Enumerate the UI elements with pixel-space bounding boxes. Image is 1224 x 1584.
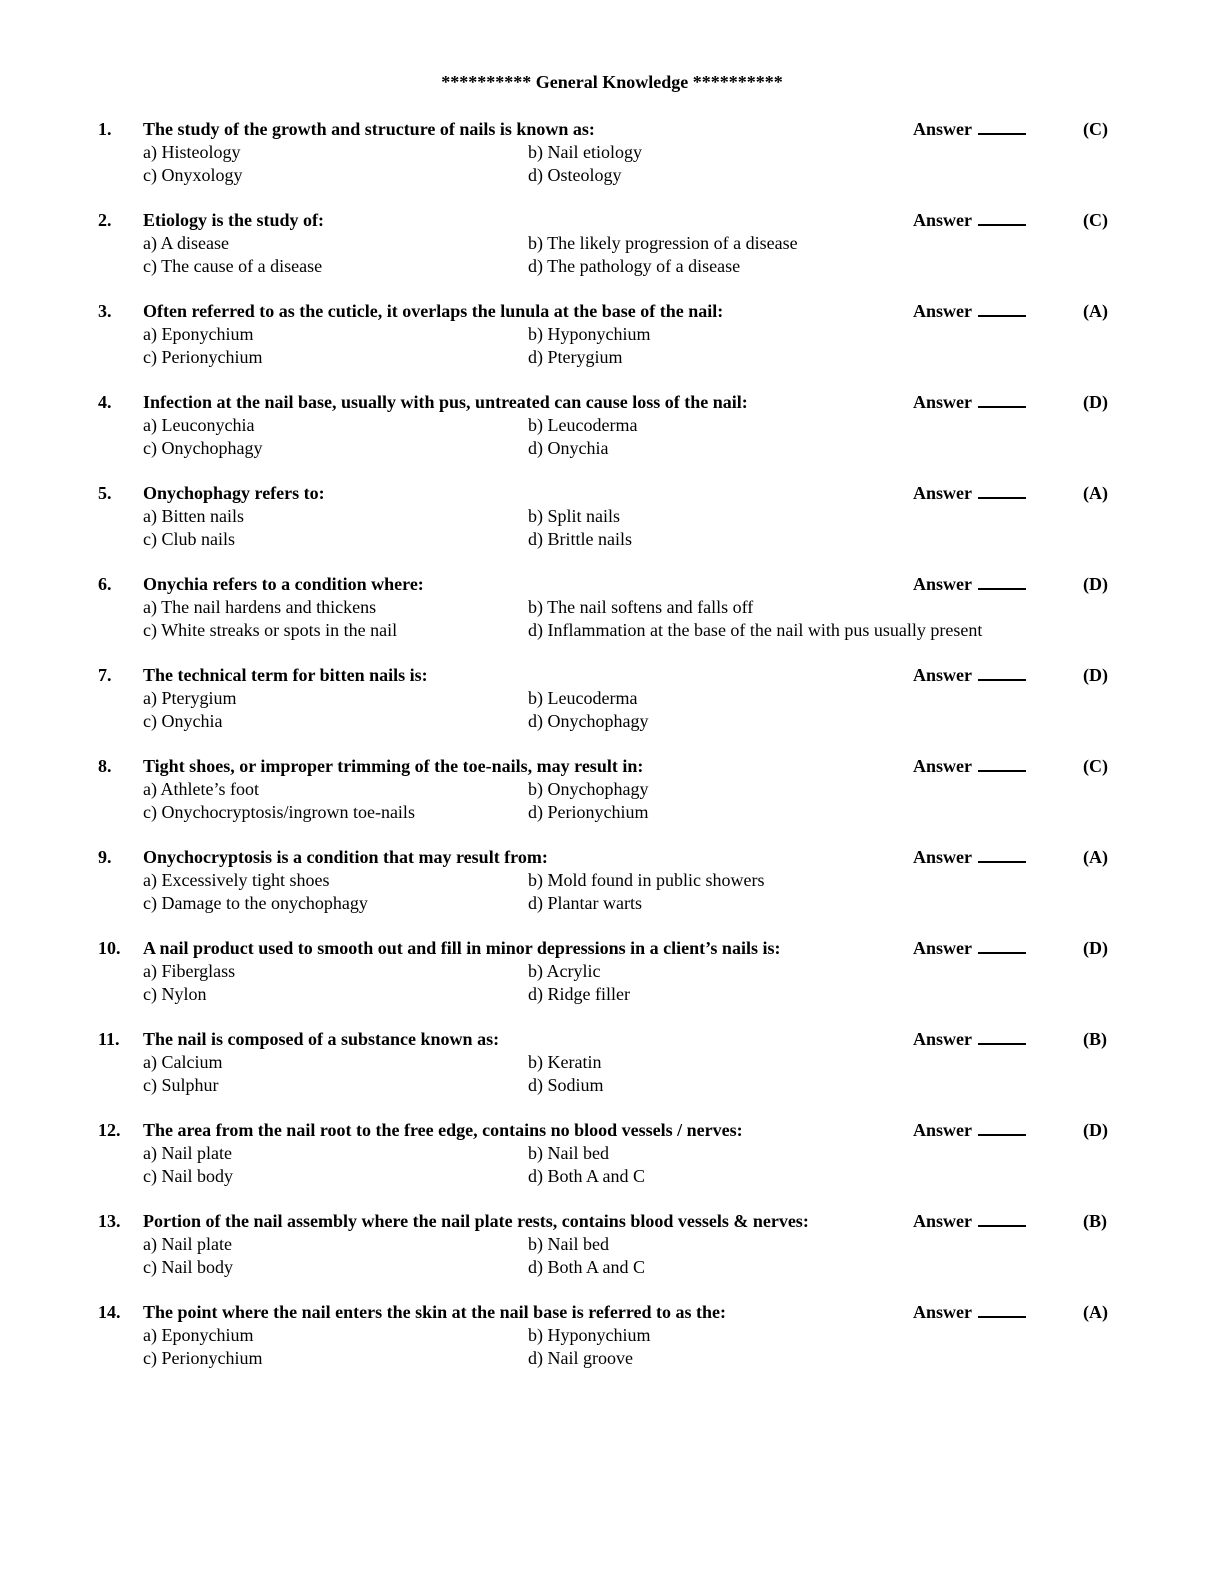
answer-field[interactable] xyxy=(913,209,1026,231)
option-b: b) Hyponychium xyxy=(528,324,651,344)
option-b: b) Split nails xyxy=(528,506,621,526)
option-b: b) Keratin xyxy=(528,1052,602,1072)
option-b: b) Leucoderma xyxy=(528,688,638,708)
option-c: c) White streaks or spots in the nail xyxy=(143,620,398,640)
option-b: b) Leucoderma xyxy=(528,415,638,435)
question-item-4 xyxy=(0,391,1224,482)
option-c: c) Damage to the onychophagy xyxy=(143,893,368,913)
option-b: b) Nail bed xyxy=(528,1234,609,1254)
answer-field[interactable] xyxy=(913,300,1026,322)
question-text: Infection at the nail base, usually with pus, untreated can cause loss of the nail: xyxy=(143,392,748,412)
option-b: b) The likely progression of a disease xyxy=(528,233,798,253)
option-d: d) Plantar warts xyxy=(528,893,642,913)
option-d: d) Pterygium xyxy=(528,347,623,367)
answer-key: (A) xyxy=(1083,847,1108,867)
answer-key: (C) xyxy=(1083,119,1108,139)
question-item-6 xyxy=(0,573,1224,664)
question-number: 9. xyxy=(98,847,112,867)
answer-blank[interactable] xyxy=(978,209,1026,226)
question-list xyxy=(0,118,1224,1392)
option-c: c) Perionychium xyxy=(143,1348,263,1368)
option-d: d) Brittle nails xyxy=(528,529,632,549)
answer-label: Answer xyxy=(913,847,972,867)
option-b: b) Nail bed xyxy=(528,1143,609,1163)
answer-blank[interactable] xyxy=(978,573,1026,590)
question-text: The technical term for bitten nails is: xyxy=(143,665,428,685)
question-text: Onychia refers to a condition where: xyxy=(143,574,424,594)
answer-key: (C) xyxy=(1083,756,1108,776)
answer-label: Answer xyxy=(913,1302,972,1322)
answer-key: (B) xyxy=(1083,1029,1107,1049)
option-a: a) Nail plate xyxy=(143,1143,232,1163)
option-c: c) The cause of a disease xyxy=(143,256,323,276)
answer-label: Answer xyxy=(913,1120,972,1140)
option-d: d) Both A and C xyxy=(528,1166,646,1186)
answer-key: (A) xyxy=(1083,301,1108,321)
question-item-9 xyxy=(0,846,1224,937)
answer-key: (D) xyxy=(1083,574,1108,594)
answer-field[interactable] xyxy=(913,664,1026,686)
question-number: 4. xyxy=(98,392,112,412)
question-item-11 xyxy=(0,1028,1224,1119)
option-c: c) Onychia xyxy=(143,711,223,731)
question-item-10 xyxy=(0,937,1224,1028)
answer-label: Answer xyxy=(913,756,972,776)
option-b: b) Onychophagy xyxy=(528,779,649,799)
question-item-14 xyxy=(0,1301,1224,1392)
option-d: d) Inflammation at the base of the nail with pus usually present xyxy=(528,620,983,640)
answer-label: Answer xyxy=(913,119,972,139)
answer-key: (D) xyxy=(1083,938,1108,958)
answer-label: Answer xyxy=(913,301,972,321)
answer-field[interactable] xyxy=(913,1210,1026,1232)
answer-label: Answer xyxy=(913,1211,972,1231)
question-number: 11. xyxy=(98,1029,120,1049)
answer-key: (B) xyxy=(1083,1211,1107,1231)
option-a: a) Eponychium xyxy=(143,1325,254,1345)
option-b: b) Acrylic xyxy=(528,961,601,981)
question-text: The nail is composed of a substance known as: xyxy=(143,1029,500,1049)
option-b: b) Mold found in public showers xyxy=(528,870,765,890)
option-a: a) Calcium xyxy=(143,1052,223,1072)
question-number: 5. xyxy=(98,483,112,503)
answer-blank[interactable] xyxy=(978,482,1026,499)
answer-key: (C) xyxy=(1083,210,1108,230)
answer-key: (D) xyxy=(1083,665,1108,685)
option-d: d) Osteology xyxy=(528,165,622,185)
answer-blank[interactable] xyxy=(978,1028,1026,1045)
answer-field[interactable] xyxy=(913,1028,1026,1050)
answer-blank[interactable] xyxy=(978,391,1026,408)
option-d: d) Onychia xyxy=(528,438,609,458)
question-item-2 xyxy=(0,209,1224,300)
option-d: d) Ridge filler xyxy=(528,984,630,1004)
option-a: a) Nail plate xyxy=(143,1234,232,1254)
answer-key: (D) xyxy=(1083,392,1108,412)
question-text: The study of the growth and structure of nails is known as: xyxy=(143,119,595,139)
answer-field[interactable] xyxy=(913,755,1026,777)
question-number: 12. xyxy=(98,1120,121,1140)
answer-label: Answer xyxy=(913,1029,972,1049)
option-a: a) Pterygium xyxy=(143,688,237,708)
question-number: 13. xyxy=(98,1211,121,1231)
question-text: Tight shoes, or improper trimming of the toe-nails, may result in: xyxy=(143,756,644,776)
answer-field[interactable] xyxy=(913,1301,1026,1323)
answer-field[interactable] xyxy=(913,1119,1026,1141)
question-number: 7. xyxy=(98,665,112,685)
option-a: a) Excessively tight shoes xyxy=(143,870,330,890)
answer-key: (D) xyxy=(1083,1120,1108,1140)
option-c: c) Sulphur xyxy=(143,1075,219,1095)
answer-blank[interactable] xyxy=(978,1301,1026,1318)
question-text: A nail product used to smooth out and fill in minor depressions in a client’s nails is: xyxy=(143,938,781,958)
question-text: Onychocryptosis is a condition that may result from: xyxy=(143,847,548,867)
answer-blank[interactable] xyxy=(978,664,1026,681)
option-c: c) Nail body xyxy=(143,1257,233,1277)
answer-label: Answer xyxy=(913,665,972,685)
question-item-12 xyxy=(0,1119,1224,1210)
answer-key: (A) xyxy=(1083,483,1108,503)
question-text: The point where the nail enters the skin at the nail base is referred to as the: xyxy=(143,1302,726,1322)
option-c: c) Perionychium xyxy=(143,347,263,367)
option-b: b) Hyponychium xyxy=(528,1325,651,1345)
answer-field[interactable] xyxy=(913,937,1026,959)
option-a: a) Eponychium xyxy=(143,324,254,344)
question-number: 6. xyxy=(98,574,112,594)
question-number: 1. xyxy=(98,119,112,139)
question-item-7 xyxy=(0,664,1224,755)
answer-blank[interactable] xyxy=(978,1210,1026,1227)
answer-label: Answer xyxy=(913,483,972,503)
answer-blank[interactable] xyxy=(978,846,1026,863)
option-a: a) Fiberglass xyxy=(143,961,236,981)
question-item-3 xyxy=(0,300,1224,391)
question-item-13 xyxy=(0,1210,1224,1301)
answer-field[interactable] xyxy=(913,391,1026,413)
option-a: a) Histeology xyxy=(143,142,241,162)
question-item-5 xyxy=(0,482,1224,573)
question-number: 14. xyxy=(98,1302,121,1322)
question-number: 10. xyxy=(98,938,121,958)
answer-blank[interactable] xyxy=(978,118,1026,135)
question-text: Onychophagy refers to: xyxy=(143,483,325,503)
answer-label: Answer xyxy=(913,392,972,412)
option-d: d) Sodium xyxy=(528,1075,604,1095)
question-text: Often referred to as the cuticle, it overlaps the lunula at the base of the nail: xyxy=(143,301,724,321)
question-number: 2. xyxy=(98,210,112,230)
option-a: a) A disease xyxy=(143,233,229,253)
option-d: d) Nail groove xyxy=(528,1348,633,1368)
answer-field[interactable] xyxy=(913,118,1026,140)
answer-key: (A) xyxy=(1083,1302,1108,1322)
option-d: d) Onychophagy xyxy=(528,711,649,731)
page-title: ********** General Knowledge ********** xyxy=(441,72,783,92)
option-c: c) Club nails xyxy=(143,529,235,549)
answer-field[interactable] xyxy=(913,573,1026,595)
question-item-1 xyxy=(0,118,1224,209)
option-c: c) Nylon xyxy=(143,984,207,1004)
question-item-8 xyxy=(0,755,1224,846)
option-a: a) Athlete’s foot xyxy=(143,779,259,799)
answer-blank[interactable] xyxy=(978,937,1026,954)
option-b: b) Nail etiology xyxy=(528,142,642,162)
option-c: c) Onychocryptosis/ingrown toe-nails xyxy=(143,802,415,822)
option-a: a) The nail hardens and thickens xyxy=(143,597,377,617)
answer-label: Answer xyxy=(913,210,972,230)
option-b: b) The nail softens and falls off xyxy=(528,597,754,617)
answer-field[interactable] xyxy=(913,482,1026,504)
answer-field[interactable] xyxy=(913,846,1026,868)
question-text: Etiology is the study of: xyxy=(143,210,325,230)
answer-blank[interactable] xyxy=(978,300,1026,317)
option-c: c) Onychophagy xyxy=(143,438,263,458)
question-number: 3. xyxy=(98,301,112,321)
answer-label: Answer xyxy=(913,938,972,958)
option-d: d) The pathology of a disease xyxy=(528,256,741,276)
answer-blank[interactable] xyxy=(978,755,1026,772)
answer-label: Answer xyxy=(913,574,972,594)
answer-blank[interactable] xyxy=(978,1119,1026,1136)
option-d: d) Perionychium xyxy=(528,802,649,822)
option-d: d) Both A and C xyxy=(528,1257,646,1277)
option-a: a) Leuconychia xyxy=(143,415,255,435)
option-a: a) Bitten nails xyxy=(143,506,244,526)
question-text: The area from the nail root to the free edge, contains no blood vessels / nerves: xyxy=(143,1120,743,1140)
option-c: c) Nail body xyxy=(143,1166,233,1186)
question-text: Portion of the nail assembly where the nail plate rests, contains blood vessels & nerves: xyxy=(143,1211,809,1231)
option-c: c) Onyxology xyxy=(143,165,243,185)
question-number: 8. xyxy=(98,756,112,776)
